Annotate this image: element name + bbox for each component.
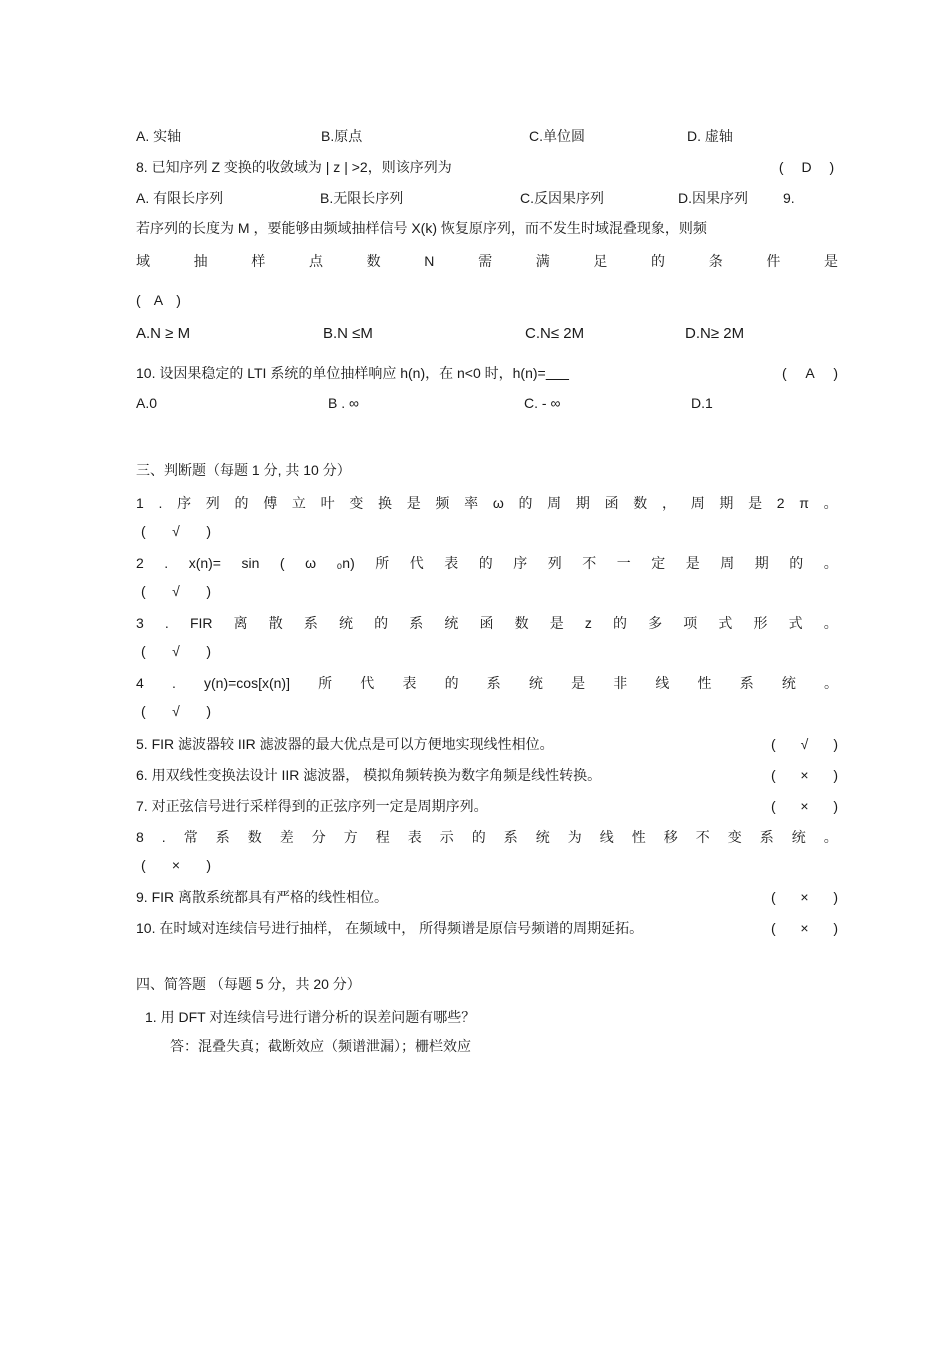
judge-item-char: z	[584, 615, 592, 631]
q8-option-d: D.因果序列	[678, 190, 748, 206]
judge-item-char: 的	[518, 495, 533, 511]
judge-item-char: 所	[375, 555, 390, 571]
judge-mark-char: )	[833, 767, 838, 783]
judge-item-char: .	[164, 555, 169, 571]
judge-mark-char: (	[771, 767, 776, 783]
q10-option-c: C. - ∞	[524, 395, 561, 411]
judge-item-4-mark	[141, 703, 211, 719]
judge-item-char: 不	[582, 555, 597, 571]
judge-item-char: 期	[754, 555, 769, 571]
judge-mark-char: (	[141, 703, 146, 719]
judge-item-char: 函	[604, 495, 619, 511]
judge-item-2-mark	[141, 583, 211, 599]
short-answer-a1: 答：混叠失真；截断效应（频谱泄漏）；栅栏效应	[170, 1038, 471, 1054]
judge-item-1-mark	[141, 523, 211, 539]
judge-item-char: 式	[788, 615, 803, 631]
judge-item-char: 系	[759, 829, 774, 845]
judge-mark-char: ×	[800, 920, 809, 936]
q7-option-b: B.原点	[321, 128, 363, 144]
judge-mark-char: (	[771, 798, 776, 814]
q8-option-c: C.反因果序列	[520, 190, 604, 206]
judge-item-char: 一	[616, 555, 631, 571]
judge-item-char: 系	[303, 615, 318, 631]
judge-item-char: 分	[311, 829, 326, 845]
judge-item-char: 表	[407, 829, 422, 845]
judge-item-char: 的	[789, 555, 804, 571]
judge-mark-char: √	[172, 583, 180, 599]
q7-option-c: C.单位圆	[529, 128, 585, 144]
judge-mark-char: ×	[171, 857, 181, 873]
judge-item-char: y(n)=cos[x(n)]	[204, 675, 290, 691]
judge-item-char: 傅	[263, 495, 278, 511]
judge-item-char: 统	[528, 675, 543, 691]
q8-option-a: A. 有限长序列	[136, 190, 224, 206]
judge-item-2	[136, 555, 838, 571]
q7-option-a: A. 实轴	[136, 128, 182, 144]
judge-item-char: 2	[136, 555, 144, 571]
judge-item-char: 列	[205, 495, 220, 511]
judge-item-char: 叶	[320, 495, 335, 511]
judge-item-5-mark	[771, 736, 838, 752]
judge-item-char: 列	[547, 555, 562, 571]
q9-number: 9.	[783, 190, 795, 206]
judge-item-char: 3	[136, 615, 144, 631]
judge-item-char: 是	[549, 615, 564, 631]
judge-item-char: 函	[479, 615, 494, 631]
judge-item-char: 变	[349, 495, 364, 511]
judge-item-char: .	[171, 675, 176, 691]
q9-option-a: A.N ≥ M	[136, 325, 191, 342]
judge-item-char: 示	[439, 829, 454, 845]
judge-item-6: 6. 用双线性变换法设计 IIR 滤波器， 模拟角频转换为数字角频是线性转换。	[136, 767, 602, 783]
q9-stem-char: 条	[708, 253, 723, 269]
judge-item-char: 的	[444, 675, 459, 691]
judge-mark-char: ×	[800, 767, 809, 783]
judge-item-char: 率	[464, 495, 479, 511]
judge-item-char: 表	[444, 555, 459, 571]
judge-item-char: 线	[599, 829, 614, 845]
judge-item-char: 统	[781, 675, 796, 691]
judge-item-char: 期	[719, 495, 734, 511]
judge-item-char: 2	[776, 495, 785, 511]
judge-item-char: 代	[409, 555, 424, 571]
judge-item-char: 表	[402, 675, 417, 691]
judge-mark-char: )	[206, 643, 211, 659]
q10-stem	[136, 365, 569, 381]
judge-item-char: 不	[695, 829, 710, 845]
judge-item-char: 定	[651, 555, 666, 571]
q9-stem-char: 点	[308, 253, 323, 269]
judge-item-char: 统	[535, 829, 550, 845]
judge-item-char: x(n)=	[188, 555, 221, 571]
judge-item-char: 散	[268, 615, 283, 631]
judge-mark-char: (	[141, 857, 146, 873]
judge-mark-char: (	[141, 523, 146, 539]
judge-mark-char: )	[206, 523, 211, 539]
judge-item-char: 程	[375, 829, 390, 845]
q9-stem-char: 的	[651, 253, 666, 269]
q10-stem-text: 10. 设因果稳定的 LTI 系统的单位抽样响应 h(n)，在 n<0 时，h(n)=	[136, 365, 546, 381]
judge-item-char: 是	[685, 555, 700, 571]
judge-item-char: π	[799, 495, 809, 511]
judge-item-4	[136, 675, 838, 691]
judge-item-char: 的	[613, 615, 627, 631]
judge-item-char: 统	[339, 615, 353, 631]
judge-item-char: 差	[279, 829, 294, 845]
q9-option-b: B.N ≤M	[323, 325, 373, 342]
judge-item-char: 是	[406, 495, 421, 511]
judge-item-char: 的	[471, 829, 486, 845]
judge-item-char: 系	[215, 829, 230, 845]
judge-mark-char: ×	[800, 798, 809, 814]
judge-item-6-mark	[771, 767, 838, 783]
judge-item-9-mark	[771, 889, 838, 905]
q9-stem-char: 样	[251, 253, 266, 269]
judge-item-char: ，	[661, 495, 676, 511]
judge-mark-char: )	[833, 798, 838, 814]
q9-stem-char: 件	[766, 253, 781, 269]
q10-answer-close: )	[833, 365, 838, 381]
judge-item-char: 。	[824, 675, 838, 691]
q9-stem-char: N	[424, 253, 435, 269]
judge-item-char: 形	[753, 615, 768, 631]
judge-mark-char: (	[771, 920, 776, 936]
q9-stem-char: 数	[366, 253, 381, 269]
judge-item-char: 离	[233, 615, 248, 631]
judge-item-char: 线	[655, 675, 670, 691]
judge-item-8-mark	[141, 857, 211, 873]
judge-item-char: .	[161, 829, 166, 845]
judge-item-char: sin	[241, 555, 260, 571]
judge-item-char: 8	[136, 829, 144, 845]
q10-option-d: D.1	[691, 395, 713, 411]
judge-item-char: 系	[503, 829, 518, 845]
judge-item-char: 的	[374, 615, 389, 631]
judge-item-char: 4	[136, 675, 144, 691]
judge-item-char: .	[158, 495, 163, 511]
judge-item-char: FIR	[189, 615, 213, 631]
q10-answer	[782, 365, 838, 381]
judge-item-char: ω	[305, 555, 316, 571]
q9-option-d: D.N≥ 2M	[685, 325, 745, 342]
q8-stem: 8. 已知序列 Z 变换的收敛域为 | z | >2，则该序列为	[136, 159, 452, 175]
q10-option-b: B . ∞	[328, 395, 359, 411]
judge-item-3	[136, 615, 838, 631]
judge-item-3-mark	[141, 643, 211, 659]
judge-item-char: .	[164, 615, 169, 631]
q10-option-a: A.0	[136, 395, 158, 411]
judge-item-char: 1	[136, 495, 144, 511]
judge-item-char: 。	[823, 615, 838, 631]
judge-item-char: 的	[234, 495, 249, 511]
q10-answer-letter: A	[805, 365, 815, 381]
judge-item-char: 项	[683, 615, 698, 631]
judge-mark-char: )	[206, 703, 211, 719]
q10-blank	[546, 365, 569, 381]
judge-item-7-mark	[771, 798, 838, 814]
judge-item-10-mark	[771, 920, 838, 936]
q9-stem-char: 满	[535, 253, 550, 269]
judge-item-7: 7. 对正弦信号进行采样得到的正弦序列一定是周期序列。	[136, 798, 488, 814]
short-answer-q1: 1. 用 DFT 对连续信号进行谱分析的误差问题有哪些？	[145, 1009, 476, 1025]
judge-mark-char: )	[206, 857, 211, 873]
judge-item-10: 10. 在时域对连续信号进行抽样， 在频域中， 所得频谱是原信号频谱的周期延拓。	[136, 920, 644, 936]
judge-mark-char: (	[771, 736, 776, 752]
q9-stem-line1: 若序列的长度为 M ，要能够由频域抽样信号 X(k) 恢复原序列，而不发生时域混叠现象，则频	[136, 220, 707, 236]
judge-item-char: 周	[690, 495, 705, 511]
judge-mark-char: (	[141, 643, 146, 659]
judge-item-char: 统	[444, 615, 459, 631]
judge-item-char: (	[279, 555, 285, 571]
judge-item-char: 为	[567, 829, 582, 845]
judge-item-char: 序	[177, 495, 192, 511]
judge-item-char: 系	[486, 675, 501, 691]
section3-heading: 三、判断题（每题 1 分, 共 10 分）	[136, 462, 351, 478]
judge-mark-char: √	[800, 736, 809, 752]
judge-item-char: 。	[823, 829, 838, 845]
judge-mark-char: )	[833, 736, 838, 752]
judge-item-char: 序	[513, 555, 528, 571]
judge-item-char: 是	[571, 675, 586, 691]
q9-stem-char: 域	[136, 253, 150, 269]
judge-item-char: 常	[183, 829, 198, 845]
judge-item-8	[136, 829, 838, 845]
q8-answer: ( D )	[778, 159, 835, 175]
judge-mark-char: √	[172, 703, 180, 719]
judge-mark-char: (	[141, 583, 146, 599]
judge-mark-char: √	[172, 643, 180, 659]
judge-item-char: 代	[360, 675, 375, 691]
judge-item-char: 频	[435, 495, 450, 511]
judge-item-char: 所	[318, 675, 333, 691]
judge-item-char: ω	[492, 495, 504, 511]
judge-item-char: 式	[718, 615, 733, 631]
judge-item-char: 移	[663, 829, 678, 845]
judge-mark-char: (	[771, 889, 776, 905]
judge-mark-char: )	[833, 920, 838, 936]
judge-mark-char: )	[833, 889, 838, 905]
q9-stem-line2	[136, 253, 838, 269]
judge-item-char: 系	[739, 675, 754, 691]
judge-item-char: 立	[291, 495, 306, 511]
section4-heading: 四、简答题 （每题 5 分，共 20 分）	[136, 976, 361, 992]
judge-item-char: 的	[478, 555, 493, 571]
judge-item-1	[136, 495, 838, 511]
q9-stem-char: 抽	[193, 253, 208, 269]
judge-item-char: ₀n)	[336, 555, 355, 571]
q9-answer: ( A )	[136, 292, 181, 308]
q9-stem-char: 是	[824, 253, 838, 269]
judge-item-char: 周	[547, 495, 562, 511]
judge-item-char: 性	[697, 675, 712, 691]
judge-item-char: 是	[748, 495, 763, 511]
q9-stem-char: 需	[478, 253, 493, 269]
judge-mark-char: ×	[800, 889, 809, 905]
q9-stem-char: 足	[593, 253, 608, 269]
judge-item-char: 性	[631, 829, 646, 845]
judge-item-char: 非	[613, 675, 628, 691]
judge-item-char: 数	[514, 615, 529, 631]
judge-item-char: 数	[247, 829, 262, 845]
q8-option-b: B.无限长序列	[320, 190, 404, 206]
judge-item-char: 多	[648, 615, 663, 631]
judge-item-char: 变	[727, 829, 742, 845]
judge-item-char: 方	[343, 829, 358, 845]
judge-item-char: 。	[823, 495, 838, 511]
judge-item-char: 数	[633, 495, 648, 511]
judge-item-char: 换	[378, 495, 393, 511]
judge-item-char: 系	[409, 615, 424, 631]
judge-item-5: 5. FIR 滤波器较 IIR 滤波器的最大优点是可以方便地实现线性相位。	[136, 736, 554, 752]
judge-item-char: 期	[575, 495, 590, 511]
judge-mark-char: √	[172, 523, 180, 539]
judge-item-char: 。	[823, 555, 838, 571]
judge-item-9: 9. FIR 离散系统都具有严格的线性相位。	[136, 889, 389, 905]
q7-option-d: D. 虚轴	[687, 128, 733, 144]
judge-mark-char: )	[206, 583, 211, 599]
judge-item-char: 周	[720, 555, 735, 571]
judge-item-char: 统	[791, 829, 806, 845]
q10-answer-open: (	[782, 365, 787, 381]
q9-option-c: C.N≤ 2M	[525, 325, 585, 342]
